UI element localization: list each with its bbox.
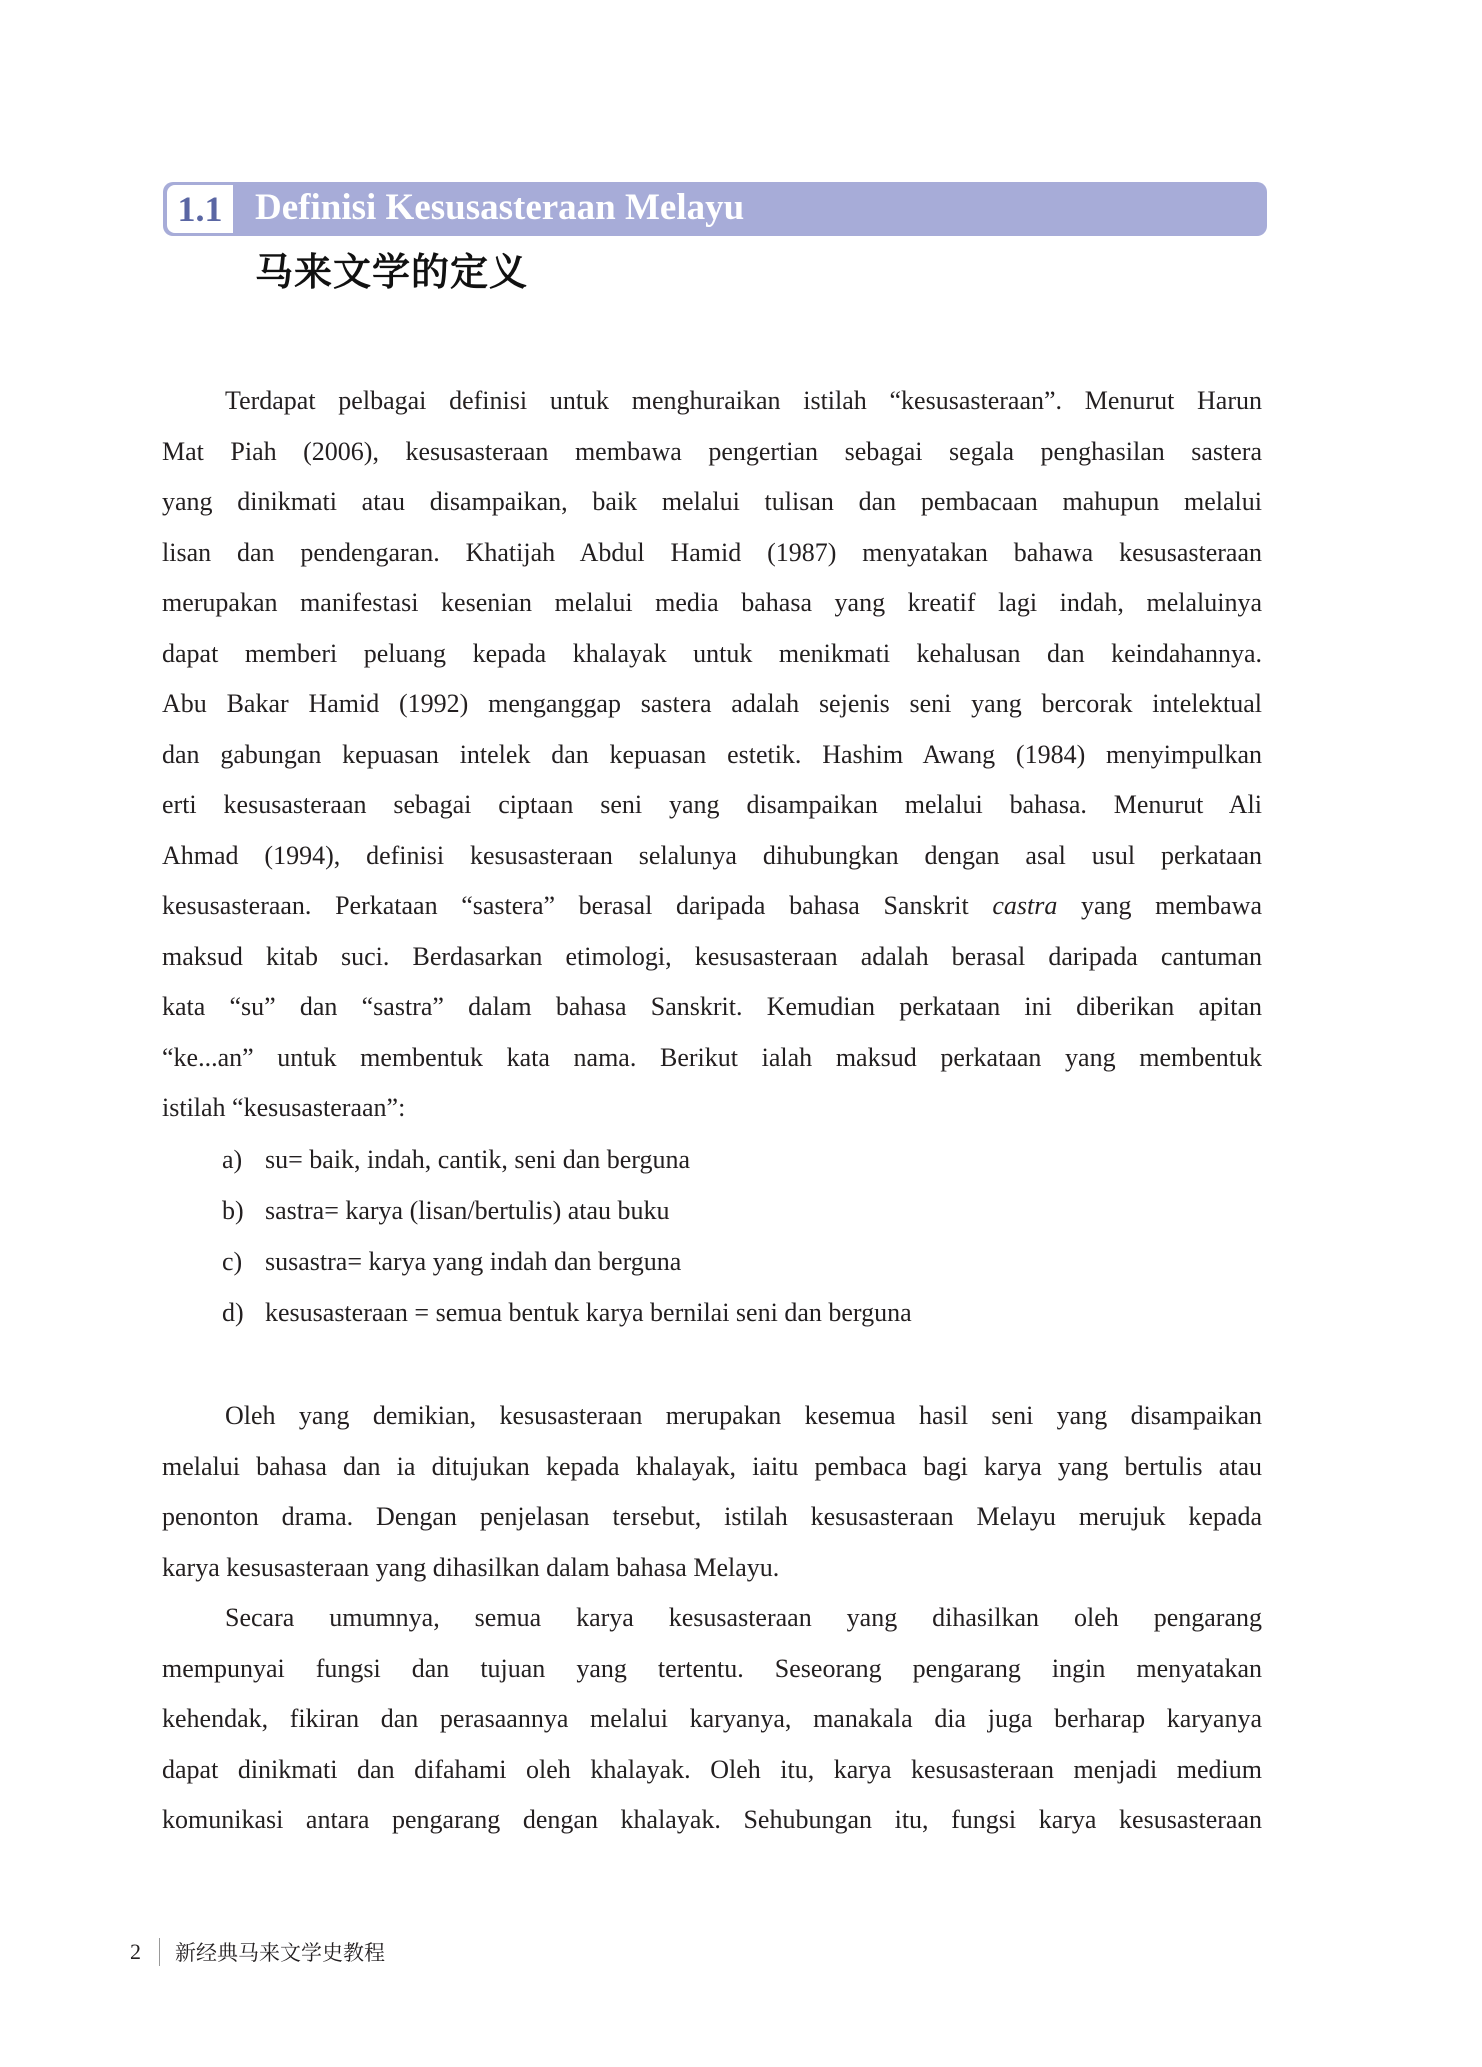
- text-line: “ke...an” untuk membentuk kata nama. Berikut ialah maksud perkataan yang membentuk: [162, 1042, 1262, 1072]
- text-line-with-italic: [162, 881, 1262, 932]
- list-marker: a): [222, 1144, 243, 1174]
- list-item-text: kesusasteraan = semua bentuk karya bernilai seni dan berguna: [265, 1297, 912, 1327]
- list-item-text: susastra= karya yang indah dan berguna: [265, 1246, 682, 1276]
- text-line: istilah “kesusasteraan”:: [162, 1093, 406, 1122]
- footer-divider: [159, 1938, 160, 1966]
- section-subtitle-chinese: 马来文学的定义: [255, 250, 529, 294]
- text-line: Ahmad (1994), definisi kesusasteraan selalunya dihubungkan dengan asal usul perkataan: [162, 840, 1262, 870]
- text-line: kata “su” dan “sastra” dalam bahasa Sanskrit. Kemudian perkataan ini diberikan apitan: [162, 992, 1262, 1021]
- section-heading-bar: [163, 182, 1267, 236]
- text-line: penonton drama. Dengan penjelasan tersebut, istilah kesusasteraan Melayu merujuk kepada: [162, 1502, 1262, 1531]
- list-item: [162, 1236, 1262, 1287]
- list-item: [162, 1185, 1262, 1236]
- text-line: lisan dan pendengaran. Khatijah Abdul Hamid (1987) menyatakan bahawa kesusasteraan: [162, 537, 1262, 567]
- text-line: dan gabungan kepuasan intelek dan kepuasan estetik. Hashim Awang (1984) menyimpulkan: [162, 739, 1262, 769]
- paragraph-conclusion: [162, 1391, 1262, 1846]
- text-line: komunikasi antara pengarang dengan khalayak. Sehubungan itu, fungsi karya kesusasteraan: [162, 1805, 1262, 1834]
- text-line: dapat memberi peluang kepada khalayak untuk menikmati kehalusan dan keindahannya.: [162, 638, 1262, 668]
- text-line: maksud kitab suci. Berdasarkan etimologi, kesusasteraan adalah berasal daripada cantuman: [162, 941, 1262, 971]
- paragraph-3: [162, 1593, 1262, 1846]
- page-footer: [130, 1937, 385, 1967]
- text-line: yang dinikmati atau disampaikan, baik melalui tulisan dan pembacaan mahupun melalui: [162, 487, 1262, 516]
- text-line: mempunyai fungsi dan tujuan yang tertentu. Seseorang pengarang ingin menyatakan: [162, 1653, 1262, 1683]
- italic-term-castra: castra: [992, 891, 1058, 920]
- text-segment: kesusasteraan. Perkataan “sastera” berasal daripada bahasa Sanskrit: [162, 891, 993, 920]
- list-item: [162, 1134, 1262, 1185]
- list-marker: c): [222, 1246, 243, 1276]
- text-line: merupakan manifestasi kesenian melalui media bahasa yang kreatif lagi indah, melaluinya: [162, 588, 1262, 617]
- definition-list: [162, 1134, 1262, 1338]
- list-marker: b): [222, 1195, 244, 1225]
- text-line: Abu Bakar Hamid (1992) menganggap sastera adalah sejenis seni yang bercorak intelektual: [162, 689, 1262, 718]
- book-title: 新经典马来文学史教程: [175, 1941, 385, 1965]
- text-line: karya kesusasteraan yang dihasilkan dalam bahasa Melayu.: [162, 1552, 780, 1582]
- text-line: melalui bahasa dan ia ditujukan kepada khalayak, iaitu pembaca bagi karya yang bertulis atau: [162, 1451, 1262, 1481]
- text-line: Oleh yang demikian, kesusasteraan merupakan kesemua hasil seni yang disampaikan: [225, 1401, 1262, 1430]
- text-line: Secara umumnya, semua karya kesusasteraan yang dihasilkan oleh pengarang: [225, 1603, 1262, 1632]
- page-number: 2: [130, 1939, 141, 1964]
- paragraph-definitions: [162, 376, 1262, 1338]
- text-line: erti kesusasteraan sebagai ciptaan seni yang disampaikan melalui bahasa. Menurut Ali: [162, 790, 1262, 819]
- text-line: kehendak, fikiran dan perasaannya melalui karyanya, manakala dia juga berharap karyanya: [162, 1704, 1262, 1733]
- list-item-text: sastra= karya (lisan/bertulis) atau buku: [265, 1195, 670, 1225]
- paragraph-1: [162, 376, 1262, 1134]
- text-segment: yang membawa: [1057, 891, 1262, 920]
- list-item-text: su= baik, indah, cantik, seni dan berguna: [265, 1144, 691, 1174]
- text-line: Mat Piah (2006), kesusasteraan membawa pengertian sebagai segala penghasilan sastera: [162, 436, 1262, 466]
- section-title: Definisi Kesusasteraan Melayu: [255, 187, 745, 228]
- list-marker: d): [222, 1297, 244, 1327]
- text-line: dapat dinikmati dan difahami oleh khalayak. Oleh itu, karya kesusasteraan menjadi medium: [162, 1754, 1262, 1784]
- text-line: Terdapat pelbagai definisi untuk menghuraikan istilah “kesusasteraan”. Menurut Harun: [225, 386, 1262, 415]
- paragraph-2: [162, 1391, 1262, 1593]
- list-item: [162, 1287, 1262, 1338]
- section-number: 1.1: [167, 185, 233, 233]
